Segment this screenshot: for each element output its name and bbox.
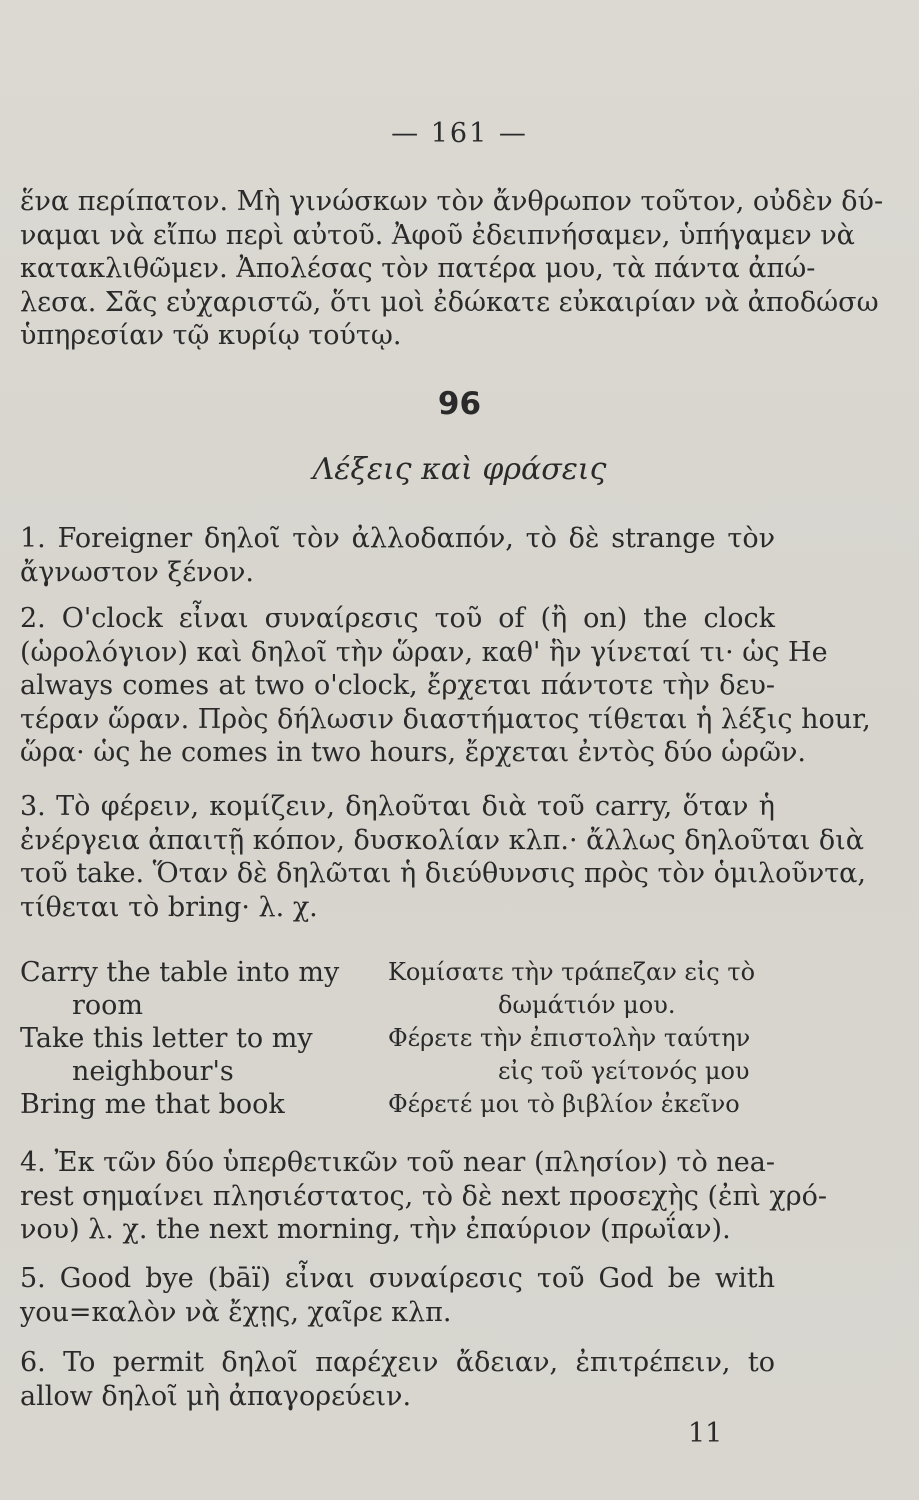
example-greek-line: Κομίσατε τὴν τράπεζαν εἰς τὸ <box>388 958 756 986</box>
section-number: 96 <box>437 386 482 422</box>
text-line: rest σημαίνει πλησιέστατος, τὸ δὲ next προσεχὴς (ἐπὶ χρό- <box>20 1180 828 1212</box>
text-line: 4. Ἐκ τῶν δύο ὑπερθετικῶν τοῦ near (πλησίον) τὸ nea- <box>20 1147 775 1178</box>
text-line: 6. To permit δηλοῖ παρέχειν ἄδειαν, ἐπιτρέπειν, to <box>20 1347 775 1378</box>
example-english-line: Bring me that book <box>20 1089 285 1120</box>
page-number: — 161 — <box>391 118 528 149</box>
text-line: ἕνα περίπατον. Μὴ γινώσκων τὸν ἄνθρωπον τοῦτον, οὐδὲν δύ- <box>20 186 884 217</box>
text-line: ἄγνωστον ξένον. <box>20 556 254 588</box>
text-line: ὑπηρεσίαν τῷ κυρίῳ τούτῳ. <box>20 320 402 351</box>
example-greek-line: Φέρετε τὴν ἐπιστολὴν ταύτην <box>388 1024 751 1052</box>
text-line: always comes at two o'clock, ἔρχεται πάντοτε τὴν δευ- <box>20 670 775 701</box>
text-line: ὥρα· ὡς he comes in two hours, ἔρχεται ἐντὸς δύο ὡρῶν. <box>20 737 806 768</box>
item-4 <box>20 1146 828 1247</box>
signature-mark: 11 <box>688 1418 723 1449</box>
item-3 <box>20 790 866 924</box>
example-english-line: Carry the table into my <box>20 957 340 988</box>
text-line: ἐνέργεια ἀπαιτῇ κόπον, δυσκολίαν κλπ.· ἄλλως δηλοῦται διὰ <box>20 824 864 856</box>
text-line: 2. O'clock εἶναι συναίρεσις τοῦ of (ἢ on) the clock <box>20 603 775 634</box>
text-line: τοῦ take. Ὅταν δὲ δηλῶται ἡ διεύθυνσις πρὸς τὸν ὁμιλοῦντα, <box>20 858 866 889</box>
intro-paragraph <box>20 185 884 353</box>
example-greek-line: εἰς τοῦ γείτονός μου <box>498 1057 750 1085</box>
section-title: Λέξεις καὶ φράσεις <box>312 452 607 487</box>
text-line: λεσα. Σᾶς εὐχαριστῶ, ὅτι μοὶ ἐδώκατε εὐκαιρίαν νὰ ἀποδώσω <box>20 286 879 318</box>
text-line: νου) λ. χ. the next morning, τὴν ἐπαύριον (πρωΐαν). <box>20 1214 731 1245</box>
example-greek-line: Φέρετέ μοι τὸ βιβλίον ἐκεῖνο <box>388 1090 740 1118</box>
example-greek-line: δωμάτιόν μου. <box>498 991 676 1019</box>
text-line: τέραν ὥραν. Πρὸς δήλωσιν διαστήματος τίθεται ἡ λέξις hour, <box>20 703 871 735</box>
item-2 <box>20 602 871 770</box>
examples-greek <box>388 956 778 1126</box>
text-line: you=καλὸν νὰ ἔχῃς, χαῖρε κλπ. <box>20 1296 452 1328</box>
text-line: 5. Good bye (bāï) εἶναι συναίρεσις τοῦ God be with <box>20 1263 775 1294</box>
text-line: 1. Foreigner δηλοῖ τὸν ἀλλοδαπόν, τὸ δὲ strange τὸν <box>20 523 775 554</box>
example-english-line: neighbour's <box>72 1056 234 1087</box>
example-english-line: Take this letter to my <box>20 1023 313 1054</box>
text-line: (ὡρολόγιον) καὶ δηλοῖ τὴν ὥραν, καθ' ἣν γίνεταί τι· ὡς He <box>20 636 828 668</box>
text-line: 3. Τὸ φέρειν, κομίζειν, δηλοῦται διὰ τοῦ carry, ὅταν ἡ <box>20 791 775 822</box>
text-line: τίθεται τὸ bring· λ. χ. <box>20 891 318 923</box>
text-line: κατακλιθῶμεν. Ἀπολέσας τὸν πατέρα μου, τὰ πάντα ἀπώ- <box>20 253 816 284</box>
example-english-line: room <box>72 990 144 1021</box>
examples-english <box>20 956 365 1126</box>
item-1 <box>20 522 775 589</box>
item-6 <box>20 1346 775 1413</box>
text-line: ναμαι νὰ εἴπω περὶ αὐτοῦ. Ἀφοῦ ἐδειπνήσαμεν, ὑπήγαμεν νὰ <box>20 219 855 251</box>
text-line: allow δηλοῖ μὴ ἀπαγορεύειν. <box>20 1380 412 1412</box>
item-5 <box>20 1262 775 1329</box>
